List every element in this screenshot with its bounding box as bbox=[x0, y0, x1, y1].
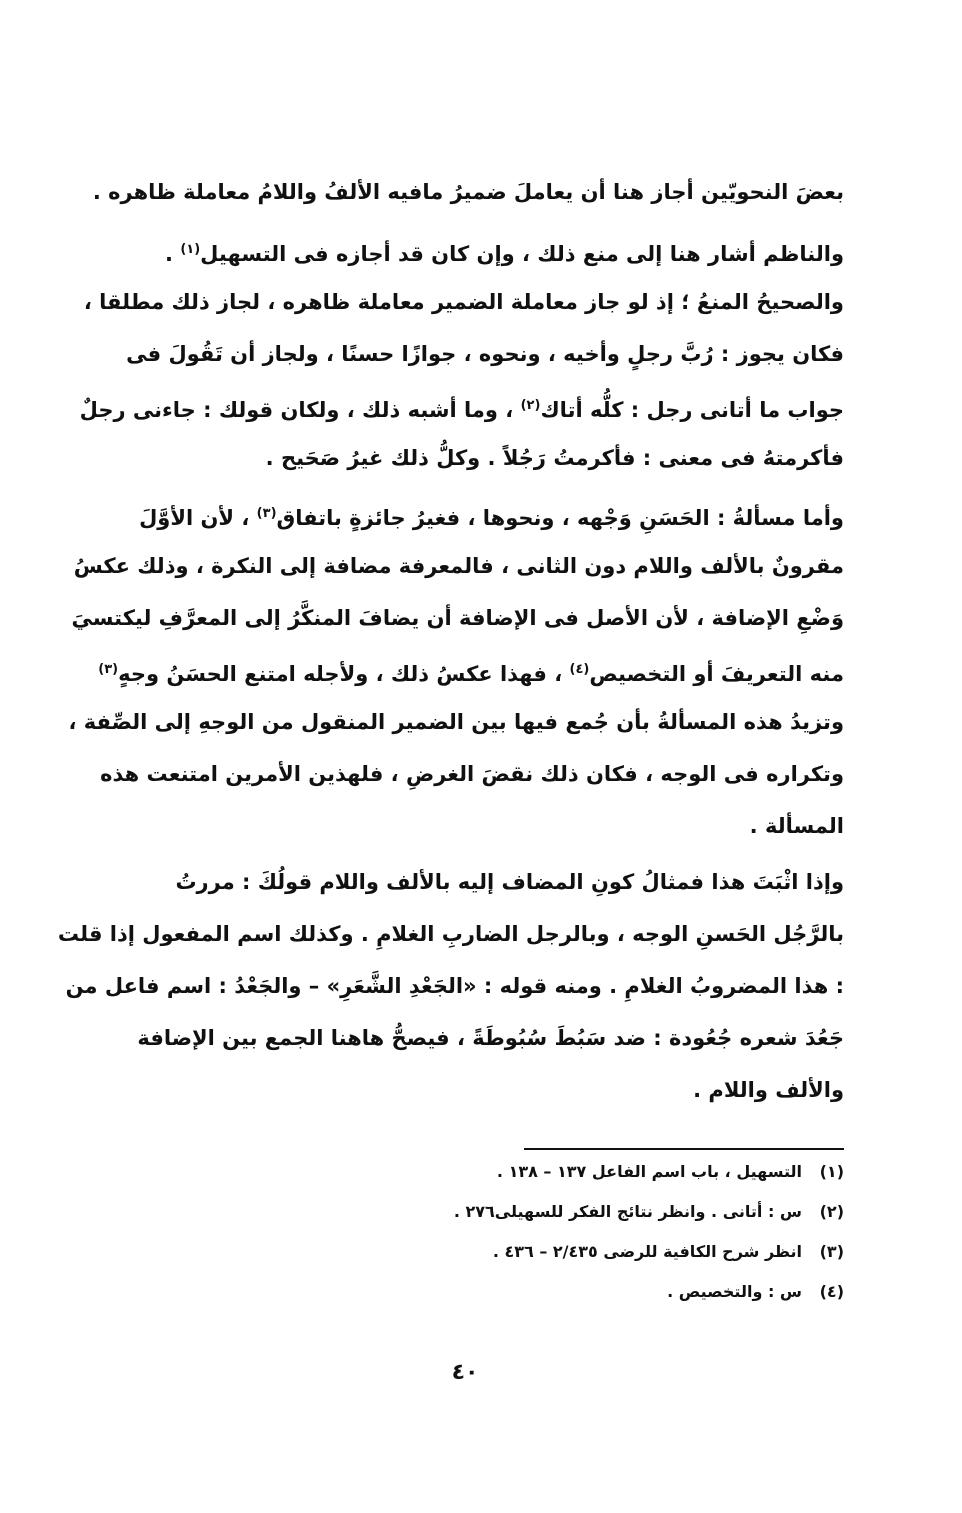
text-line: جَعُدَ شعره جُعُودة : ضد سَبُطَ سُبُوطَةً ، فيصحُّ هاهنا الجمع بين الإضافة bbox=[137, 1026, 844, 1050]
text-line: فكان يجوز : رُبَّ رجلٍ وأخيه ، ونحوه ، جوازًا حسنًا ، ولجاز أن تَقُولَ فى bbox=[126, 342, 844, 366]
paragraph-2 bbox=[116, 224, 844, 276]
text-segment: ، فهذا عكسُ ذلك ، ولأجله امتنع الحسَنُ وجهٍ bbox=[118, 662, 570, 686]
text-line: المسألة . bbox=[749, 814, 844, 838]
footnote-reference: (٣) bbox=[98, 662, 119, 677]
text-line: والألف واللام . bbox=[693, 1078, 844, 1102]
text-segment: وأما مسألةُ : الحَسَنِ وَجْهه ، ونحوها ، فغيرُ جائزةٍ باتفاق bbox=[276, 506, 844, 530]
text-segment: منه التعريفَ أو التخصيص bbox=[589, 662, 844, 686]
footnotes bbox=[116, 1162, 844, 1322]
footnote-text: س : والتخصيص . bbox=[667, 1282, 802, 1301]
paragraph-5 bbox=[57, 856, 844, 1116]
text-segment: والناظم أشار هنا إلى منع ذلك ، وإن كان قد أجازه فى التسهيل bbox=[200, 242, 844, 266]
footnote-number: (١) bbox=[819, 1162, 844, 1181]
text-line: وتكراره فى الوجه ، فكان ذلك نقضَ الغرضِ ، فلهذين الأمرين امتنعت هذه bbox=[100, 762, 844, 786]
text-segment: ، وما أشبه ذلك ، ولكان قولك : جاءنى رجلٌ bbox=[79, 398, 521, 422]
text-line bbox=[98, 644, 844, 696]
text-line: بالرَّجُل الحَسنِ الوجه ، وبالرجل الضاربِ الغلامِ . وكذلك اسم المفعول إذا قلت bbox=[57, 922, 844, 946]
footnote-number: (٢) bbox=[819, 1202, 844, 1221]
text-line: وإذا اثْبَتَ هذا فمثالُ كونِ المضاف إليه بالألف واللام قولُكَ : مررتُ bbox=[175, 870, 844, 894]
footnote-text: س : أتانى . وانظر نتائج الفكر للسهيلى٢٧٦ . bbox=[453, 1202, 802, 1221]
text-segment: جواب ما أتانى رجل : كلُّه أتاك bbox=[540, 398, 844, 422]
footnote-item bbox=[116, 1282, 844, 1322]
footnote-reference: (٢) bbox=[520, 398, 541, 413]
footnote-reference: (٣) bbox=[256, 506, 277, 521]
text-line bbox=[116, 488, 844, 540]
text-line: : هذا المضروبُ الغلامِ . ومنه قوله : «الجَعْدِ الشَّعَرِ» – والجَعْدُ : اسم فاعل من bbox=[65, 974, 844, 998]
footnote-reference: (٤) bbox=[569, 662, 590, 677]
paragraph-1 bbox=[92, 166, 844, 218]
paragraph-4 bbox=[68, 488, 844, 852]
footnote-separator bbox=[524, 1148, 844, 1150]
paragraph-3 bbox=[79, 276, 844, 484]
text-segment: ، لأن الأوَّلَ bbox=[139, 506, 257, 530]
text-line: فأكرمتهُ فى معنى : فأكرمتُ رَجُلاً . وكلُّ ذلك غيرُ صَحَيح . bbox=[265, 446, 844, 470]
footnote-text: انظر شرح الكافية للرضى ٢/٤٣٥ – ٤٣٦ . bbox=[492, 1242, 802, 1261]
text-line: والصحيحُ المنعُ ؛ إذ لو جاز معاملة الضمير معاملة ظاهره ، لجاز ذلك مطلقا ، bbox=[83, 290, 844, 314]
text-line: وتزيدُ هذه المسألةُ بأن جُمع فيها بين الضمير المنقول من الوجهِ إلى الصِّفة ، bbox=[68, 710, 844, 734]
footnote-item bbox=[116, 1242, 844, 1282]
footnote-number: (٤) bbox=[819, 1282, 844, 1301]
page-number: ٤٠ bbox=[451, 1360, 479, 1385]
footnote-item bbox=[116, 1162, 844, 1202]
text-line: مقرونٌ بالألف واللام دون الثانى ، فالمعرفة مضافة إلى النكرة ، وذلك عكسُ bbox=[73, 554, 844, 578]
footnote-number: (٣) bbox=[819, 1242, 844, 1261]
footnote-reference: (١) bbox=[180, 242, 201, 257]
footnote-text: التسهيل ، باب اسم الفاعل ١٣٧ – ١٣٨ . bbox=[496, 1162, 802, 1181]
text-line: بعضَ النحويّين أجاز هنا أن يعاملَ ضميرُ مافيه الألفُ واللامُ معاملة ظاهره . bbox=[92, 180, 844, 204]
text-segment: . bbox=[165, 242, 181, 266]
footnote-item bbox=[116, 1202, 844, 1242]
text-line bbox=[116, 224, 844, 276]
text-line bbox=[79, 380, 844, 432]
text-line: وَضْعِ الإضافة ، لأن الأصل فى الإضافة أن يضافَ المنكَّرُ إلى المعرَّفِ ليكتسيَ bbox=[71, 606, 844, 630]
